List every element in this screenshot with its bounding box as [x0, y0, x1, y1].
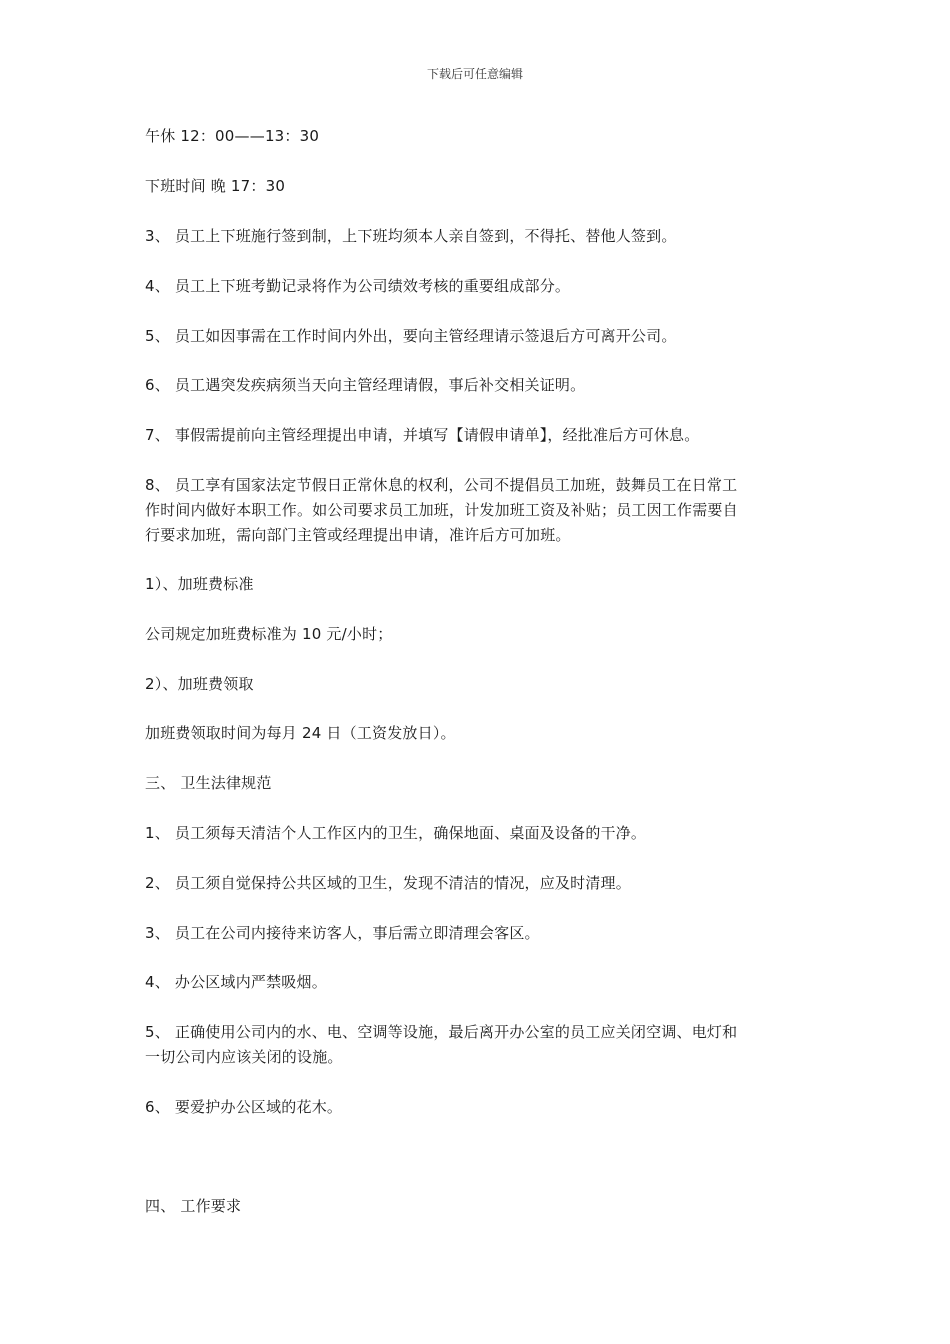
overtime-collect-heading: 2）、加班费领取	[145, 675, 254, 693]
hygiene-item-5	[145, 1020, 800, 1070]
lunch-break-line: 午休 12：00——13：30	[145, 127, 320, 145]
hygiene-item-4: 4、 办公区域内严禁吸烟。	[145, 973, 327, 991]
hygiene-item-2: 2、 员工须自觉保持公共区域的卫生，发现不清洁的情况，应及时清理。	[145, 874, 631, 892]
off-work-time-line: 下班时间 晚 17：30	[145, 177, 286, 195]
rule-item-6: 6、 员工遇突发疾病须当天向主管经理请假，事后补交相关证明。	[145, 376, 586, 394]
overtime-standard-heading: 1）、加班费标准	[145, 575, 254, 593]
rule-item-8-line: 作时间内做好本职工作。如公司要求员工加班，计发加班工资及补贴；员工因工作需要自	[145, 501, 738, 519]
rule-item-8-line: 行要求加班，需向部门主管或经理提出申请，准许后方可加班。	[145, 526, 571, 544]
rule-item-8	[145, 473, 800, 548]
hygiene-item-6: 6、 要爱护办公区域的花木。	[145, 1098, 343, 1116]
section-3-heading: 三、 卫生法律规范	[145, 774, 272, 792]
hygiene-item-1: 1、 员工须每天清洁个人工作区内的卫生，确保地面、桌面及设备的干净。	[145, 824, 647, 842]
hygiene-item-3: 3、 员工在公司内接待来访客人，事后需立即清理会客区。	[145, 924, 540, 942]
section-4-heading: 四、 工作要求	[145, 1197, 242, 1215]
overtime-standard-text: 公司规定加班费标准为 10 元/小时；	[145, 625, 393, 643]
rule-item-3: 3、 员工上下班施行签到制，上下班均须本人亲自签到，不得托、替他人签到。	[145, 227, 677, 245]
hygiene-item-5-line: 一切公司内应该关闭的设施。	[145, 1048, 343, 1066]
rule-item-7: 7、 事假需提前向主管经理提出申请，并填写【请假申请单】，经批准后方可休息。	[145, 426, 700, 444]
hygiene-item-5-line: 5、 正确使用公司内的水、电、空调等设施，最后离开办公室的员工应关闭空调、电灯和	[145, 1023, 738, 1041]
page-header-note: 下载后可任意编辑	[426, 67, 523, 81]
rule-item-4: 4、 员工上下班考勤记录将作为公司绩效考核的重要组成部分。	[145, 277, 571, 295]
overtime-collect-text: 加班费领取时间为每月 24 日（工资发放日）。	[145, 724, 456, 742]
rule-item-8-line: 8、 员工享有国家法定节假日正常休息的权利，公司不提倡员工加班，鼓舞员工在日常工	[145, 476, 738, 494]
rule-item-5: 5、 员工如因事需在工作时间内外出，要向主管经理请示签退后方可离开公司。	[145, 327, 677, 345]
